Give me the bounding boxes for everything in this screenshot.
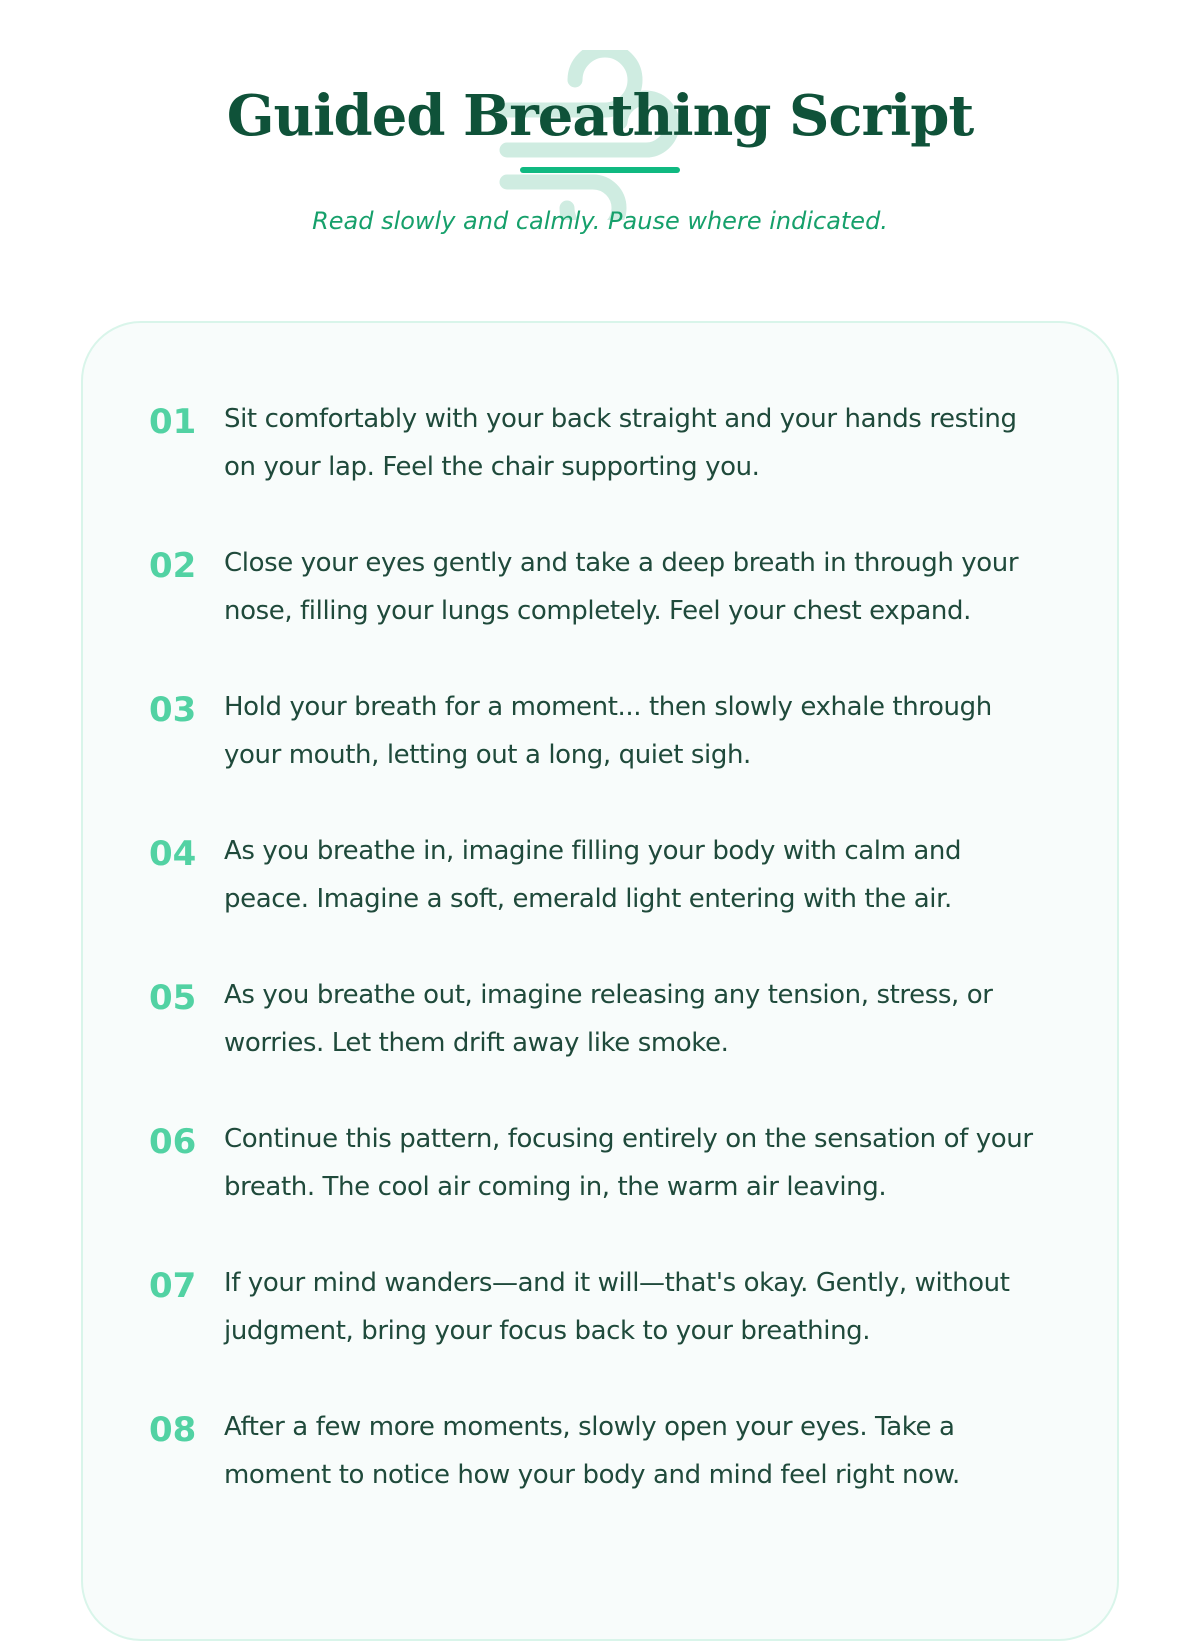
step-item [149,539,1049,635]
page-title: Guided Breathing Script [226,83,974,149]
step-item [149,1115,1049,1211]
step-text: Hold your breath for a moment... then slowly exhale through your mouth, letting out a long, quiet sigh. [224,692,992,770]
step-item [149,1259,1049,1355]
step-item [149,827,1049,923]
script-card [81,321,1119,1641]
step-text: As you breathe out, imagine releasing any tension, stress, or worries. Let them drift away like smoke. [224,980,993,1058]
step-number: 03 [149,690,197,730]
step-number: 05 [149,978,197,1018]
step-item [149,683,1049,779]
step-text: After a few more moments, slowly open your eyes. Take a moment to notice how your body and mind feel right now. [224,1412,960,1490]
step-text: Continue this pattern, focusing entirely on the sensation of your breath. The cool air coming in, the warm air leaving. [224,1124,1033,1202]
step-number: 04 [149,834,197,874]
step-item [149,395,1049,491]
page-header [0,0,1200,260]
steps-list [149,395,1049,1547]
step-text: If your mind wanders—and it will—that's okay. Gently, without judgment, bring your focus back to your breathing. [224,1268,1010,1346]
step-number: 08 [149,1410,197,1450]
title-underline [520,167,680,173]
step-item [149,971,1049,1067]
step-number: 02 [149,546,197,586]
step-text: Sit comfortably with your back straight and your hands resting on your lap. Feel the chair supporting you. [224,404,1017,482]
step-text: Close your eyes gently and take a deep breath in through your nose, filling your lungs completely. Feel your chest expand. [224,548,1019,626]
step-number: 07 [149,1266,197,1306]
step-text: As you breathe in, imagine filling your body with calm and peace. Imagine a soft, emerald light entering with the air. [224,836,962,914]
page-subtitle: Read slowly and calmly. Pause where indicated. [312,207,888,235]
step-item [149,1403,1049,1499]
step-number: 06 [149,1122,197,1162]
step-number: 01 [149,402,197,442]
